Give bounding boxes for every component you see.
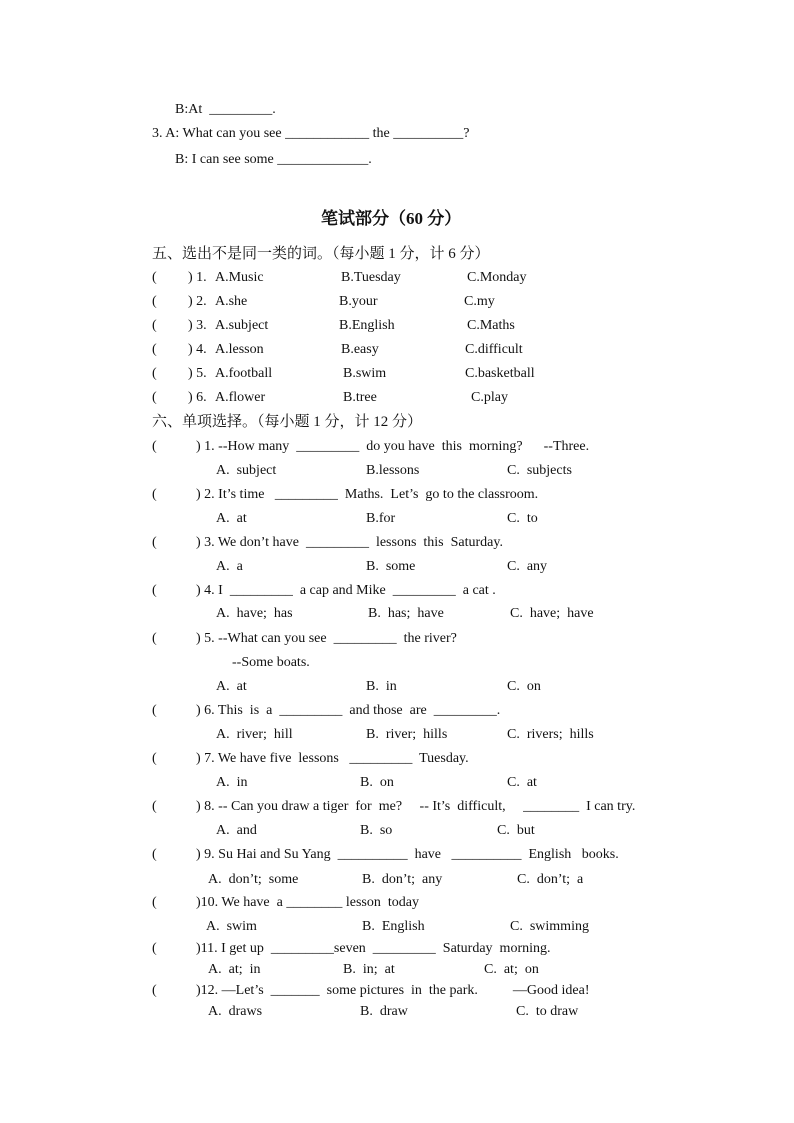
option-c: C.Monday bbox=[467, 270, 527, 285]
option-a: A. a bbox=[216, 559, 243, 574]
option-a: A.she bbox=[215, 294, 248, 309]
option-a: A. don’t; some bbox=[208, 872, 299, 887]
question-text: ) 3. We don’t have _________ lessons this Saturday. bbox=[196, 535, 503, 550]
option-a: A. river; hill bbox=[216, 727, 293, 742]
listening-answer-3: B: I can see some _____________. bbox=[175, 152, 372, 167]
option-c: C. but bbox=[497, 823, 535, 838]
item-number: ) 4. bbox=[188, 342, 207, 357]
item-number: ) 5. bbox=[188, 366, 207, 381]
question-text: ) 1. --How many _________ do you have this morning? --Three. bbox=[196, 439, 590, 454]
question-text: ) 7. We have five lessons _________ Tuesday. bbox=[196, 751, 469, 766]
option-c: C. at bbox=[507, 775, 537, 790]
option-c: C.play bbox=[471, 390, 508, 405]
answer-paren[interactable]: ( bbox=[152, 270, 157, 285]
question-text: ) 4. I _________ a cap and Mike _________ a cat . bbox=[196, 583, 496, 598]
option-c: C.my bbox=[464, 294, 495, 309]
option-a: A.flower bbox=[215, 390, 266, 405]
option-b: B. some bbox=[366, 559, 416, 574]
option-a: A.football bbox=[215, 366, 273, 381]
option-a: A. subject bbox=[216, 463, 277, 478]
question-text: ) 5. --What can you see _________ the river? bbox=[196, 631, 457, 646]
question-text: ) 8. -- Can you draw a tiger for me? -- It’s difficult, ________ I can try. bbox=[196, 799, 636, 814]
answer-paren[interactable]: ( bbox=[152, 318, 157, 333]
item-number: ) 3. bbox=[188, 318, 207, 333]
option-a: A. have; has bbox=[216, 606, 293, 621]
option-a: A. at bbox=[216, 511, 247, 526]
option-c: C. subjects bbox=[507, 463, 572, 478]
answer-paren[interactable]: ( bbox=[152, 583, 157, 598]
question-text: ) 9. Su Hai and Su Yang __________ have __________ English books. bbox=[196, 847, 619, 862]
option-c: C.Maths bbox=[467, 318, 515, 333]
question-text: ) 6. This is a _________ and those are _________. bbox=[196, 703, 501, 718]
option-b: B. English bbox=[362, 919, 425, 934]
option-c: C. any bbox=[507, 559, 548, 574]
option-c: C. to bbox=[507, 511, 538, 526]
answer-paren[interactable]: ( bbox=[152, 751, 157, 766]
answer-paren[interactable]: ( bbox=[152, 439, 157, 454]
option-a: A.Music bbox=[215, 270, 264, 285]
question-text: )11. I get up _________seven _________ Saturday morning. bbox=[196, 941, 551, 956]
option-c: C.basketball bbox=[465, 366, 535, 381]
question-text: )12. —Let’s _______ some pictures in the park. —Good idea! bbox=[196, 983, 590, 998]
answer-paren[interactable]: ( bbox=[152, 983, 157, 998]
answer-paren[interactable]: ( bbox=[152, 847, 157, 862]
option-b: B.easy bbox=[341, 342, 379, 357]
written-part-title: 笔试部分（60 分） bbox=[321, 209, 462, 228]
option-c: C. to draw bbox=[516, 1004, 579, 1019]
question-reply: --Some boats. bbox=[232, 655, 310, 670]
answer-paren[interactable]: ( bbox=[152, 703, 157, 718]
option-c: C. at; on bbox=[484, 962, 539, 977]
section5-heading: 五、选出不是同一类的词。（每小题 1 分，计 6 分） bbox=[152, 246, 490, 262]
option-b: B.Tuesday bbox=[341, 270, 401, 285]
listening-answer-line: B:At _________. bbox=[175, 102, 276, 117]
option-a: A. draws bbox=[208, 1004, 263, 1019]
question-text: ) 2. It’s time _________ Maths. Let’s go to the classroom. bbox=[196, 487, 539, 502]
option-a: A. at; in bbox=[208, 962, 261, 977]
listening-question-3: 3. A: What can you see ____________ the __________? bbox=[152, 126, 470, 141]
answer-paren[interactable]: ( bbox=[152, 390, 157, 405]
option-c: C. rivers; hills bbox=[507, 727, 594, 742]
section6-heading: 六、单项选择。（每小题 1 分，计 12 分） bbox=[152, 414, 423, 430]
option-b: B. in bbox=[366, 679, 397, 694]
answer-paren[interactable]: ( bbox=[152, 535, 157, 550]
answer-paren[interactable]: ( bbox=[152, 799, 157, 814]
option-a: A.lesson bbox=[215, 342, 264, 357]
option-b: B.tree bbox=[343, 390, 377, 405]
option-b: B.swim bbox=[343, 366, 387, 381]
option-c: C. swimming bbox=[510, 919, 589, 934]
option-b: B. so bbox=[360, 823, 393, 838]
item-number: ) 6. bbox=[188, 390, 207, 405]
answer-paren[interactable]: ( bbox=[152, 895, 157, 910]
question-text: )10. We have a ________ lesson today bbox=[196, 895, 419, 910]
option-a: A. swim bbox=[206, 919, 257, 934]
option-b: B. draw bbox=[360, 1004, 408, 1019]
option-a: A.subject bbox=[215, 318, 269, 333]
option-b: B.lessons bbox=[366, 463, 420, 478]
option-c: C.difficult bbox=[465, 342, 523, 357]
answer-paren[interactable]: ( bbox=[152, 631, 157, 646]
option-b: B.for bbox=[366, 511, 396, 526]
option-b: B. don’t; any bbox=[362, 872, 443, 887]
option-b: B. has; have bbox=[368, 606, 444, 621]
answer-paren[interactable]: ( bbox=[152, 941, 157, 956]
option-b: B. on bbox=[360, 775, 394, 790]
option-c: C. don’t; a bbox=[517, 872, 584, 887]
option-b: B.English bbox=[339, 318, 395, 333]
answer-paren[interactable]: ( bbox=[152, 342, 157, 357]
option-c: C. on bbox=[507, 679, 541, 694]
option-b: B. in; at bbox=[343, 962, 395, 977]
answer-paren[interactable]: ( bbox=[152, 366, 157, 381]
option-a: A. at bbox=[216, 679, 247, 694]
option-b: B. river; hills bbox=[366, 727, 448, 742]
option-a: A. in bbox=[216, 775, 248, 790]
answer-paren[interactable]: ( bbox=[152, 294, 157, 309]
item-number: ) 1. bbox=[188, 270, 207, 285]
option-b: B.your bbox=[339, 294, 378, 309]
option-a: A. and bbox=[216, 823, 257, 838]
answer-paren[interactable]: ( bbox=[152, 487, 157, 502]
item-number: ) 2. bbox=[188, 294, 207, 309]
option-c: C. have; have bbox=[510, 606, 594, 621]
